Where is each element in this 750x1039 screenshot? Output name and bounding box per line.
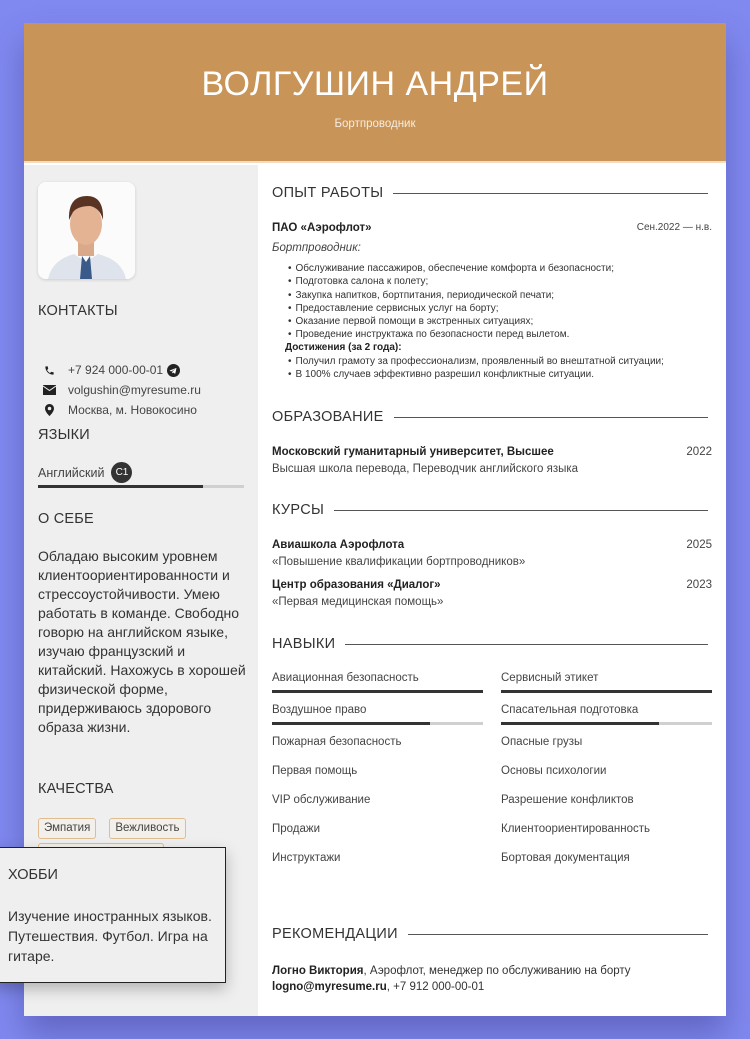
qualities-title: КАЧЕСТВА [38, 781, 114, 797]
education-title [272, 409, 708, 425]
divider [334, 510, 708, 511]
hobby-text: Изучение иностранных языков. Путешествия. Футбол. Игра на гитаре. [8, 908, 212, 964]
duty-item: • Закупка напитков, бортпитания, периодической печати; [288, 289, 614, 302]
skills-title-text: НАВЫКИ [272, 636, 336, 652]
achievements-title: Достижения (за 2 года): [285, 342, 402, 353]
skill-name: Первая помощь [272, 765, 358, 777]
language-level-fill [38, 485, 203, 488]
achievement-item: • В 100% случаев эффективно разрешил конфликтные ситуации. [288, 368, 664, 381]
divider [393, 193, 708, 194]
candidate-name: ВОЛГУШИН АНДРЕЙ [201, 65, 549, 103]
language-level-bar [38, 485, 244, 488]
profile-photo [38, 182, 135, 279]
skill-name: Воздушное право [272, 704, 367, 716]
course-name: Центр образования «Диалог» [272, 579, 441, 591]
skill-name: Инструктажи [272, 852, 341, 864]
skill-bar [272, 722, 483, 725]
skill-name: Клиентоориентированность [501, 823, 651, 835]
language-level-badge: C1 [111, 462, 132, 483]
course-year: 2025 [686, 539, 712, 551]
contacts-title: КОНТАКТЫ [38, 303, 118, 319]
duty-item: • Проведение инструктажа по безопасности перед вылетом. [288, 328, 614, 341]
courses-title-text: КУРСЫ [272, 502, 325, 518]
phone-text[interactable]: +7 924 000-00-01 [68, 363, 164, 377]
job-achievements [288, 355, 664, 382]
education-header [272, 446, 712, 458]
duty-item: • Предоставление сервисных услуг на борту; [288, 302, 614, 315]
education-year: 2022 [686, 446, 712, 458]
languages-title: ЯЗЫКИ [38, 427, 90, 443]
achievement-item: • Получил грамоту за профессионализм, проявленный во внештатной ситуации; [288, 355, 664, 368]
experience-title-text: ОПЫТ РАБОТЫ [272, 185, 384, 201]
skill-bar [272, 690, 483, 693]
skill-name: Спасательная подготовка [501, 704, 639, 716]
hobby-card [0, 847, 226, 983]
job-role: Бортпроводник: [272, 242, 361, 254]
course-header [272, 539, 712, 551]
duty-item: • Оказание первой помощи в экстренных ситуациях; [288, 315, 614, 328]
language-name: Английский [38, 465, 105, 480]
contact-phone [38, 363, 180, 377]
job-period: Сен.2022 — н.в. [636, 222, 712, 233]
skill-name: Сервисный этикет [501, 672, 599, 684]
about-title: О СЕБЕ [38, 511, 94, 527]
job-header [272, 222, 712, 234]
skill-name: VIP обслуживание [272, 794, 371, 806]
skill-name: Опасные грузы [501, 736, 583, 748]
job-duties [288, 262, 614, 342]
skill-bar [501, 690, 712, 693]
divider [394, 417, 708, 418]
contact-address [38, 403, 197, 417]
location-pin-icon [42, 404, 56, 416]
person-photo-icon [38, 182, 135, 279]
course-details: «Первая медицинская помощь» [272, 596, 444, 608]
skills-title [272, 636, 708, 652]
courses-title [272, 502, 708, 518]
course-header [272, 579, 712, 591]
skill-name: Авиационная безопасность [272, 672, 419, 684]
phone-icon [42, 365, 56, 376]
quality-tag: Эмпатия [38, 818, 96, 839]
education-details: Высшая школа перевода, Переводчик английского языка [272, 463, 579, 475]
divider [345, 644, 708, 645]
education-institution: Московский гуманитарный университет, Высшее [272, 446, 554, 458]
recommender-details: , Аэрофлот, менеджер по обслуживанию на борту [363, 965, 631, 977]
recommendations-title-text: РЕКОМЕНДАЦИИ [272, 926, 398, 942]
about-text: Обладаю высоким уровнем клиентоориентированности и стрессоустойчивости. Умею работать в команде. Свободно говорю на английском языке, изучаю французский и китайский. Нахожусь в хорошей физической форме, придерживаюсь здорового образа жизни. [38, 548, 246, 735]
skill-name: Продажи [272, 823, 321, 835]
recommendations-title [272, 926, 708, 942]
duty-item: • Обслуживание пассажиров, обеспечение комфорта и безопасности; [288, 262, 614, 275]
language-item [38, 462, 132, 483]
skill-name: Разрешение конфликтов [501, 794, 634, 806]
skill-name: Пожарная безопасность [272, 736, 402, 748]
email-text[interactable]: volgushin@myresume.ru [68, 383, 201, 397]
recommender-name: Логно Виктория [272, 965, 364, 977]
recommender-email[interactable]: logno@myresume.ru [272, 981, 387, 993]
course-year: 2023 [686, 579, 712, 591]
resume-header [24, 23, 726, 163]
recommender-phone: , +7 912 000-00-01 [386, 981, 485, 993]
skill-name: Основы психологии [501, 765, 607, 777]
skill-name: Бортовая документация [501, 852, 630, 864]
duty-item: • Подготовка салона к полету; [288, 275, 614, 288]
job-company: ПАО «Аэрофлот» [272, 222, 372, 234]
divider [408, 934, 708, 935]
skill-bar [501, 722, 712, 725]
course-name: Авиашкола Аэрофлота [272, 539, 405, 551]
experience-title [272, 185, 708, 201]
recommendation-item [272, 963, 631, 995]
address-text: Москва, м. Новокосино [68, 403, 197, 417]
main-content [258, 165, 726, 1016]
candidate-position: Бортпроводник [334, 118, 416, 130]
course-details: «Повышение квалификации бортпроводников» [272, 556, 526, 568]
telegram-icon[interactable] [167, 364, 180, 377]
hobby-title: ХОББИ [8, 867, 58, 883]
quality-tag: Вежливость [109, 818, 185, 839]
envelope-icon [42, 385, 56, 395]
education-title-text: ОБРАЗОВАНИЕ [272, 409, 384, 425]
contact-email [38, 383, 201, 397]
